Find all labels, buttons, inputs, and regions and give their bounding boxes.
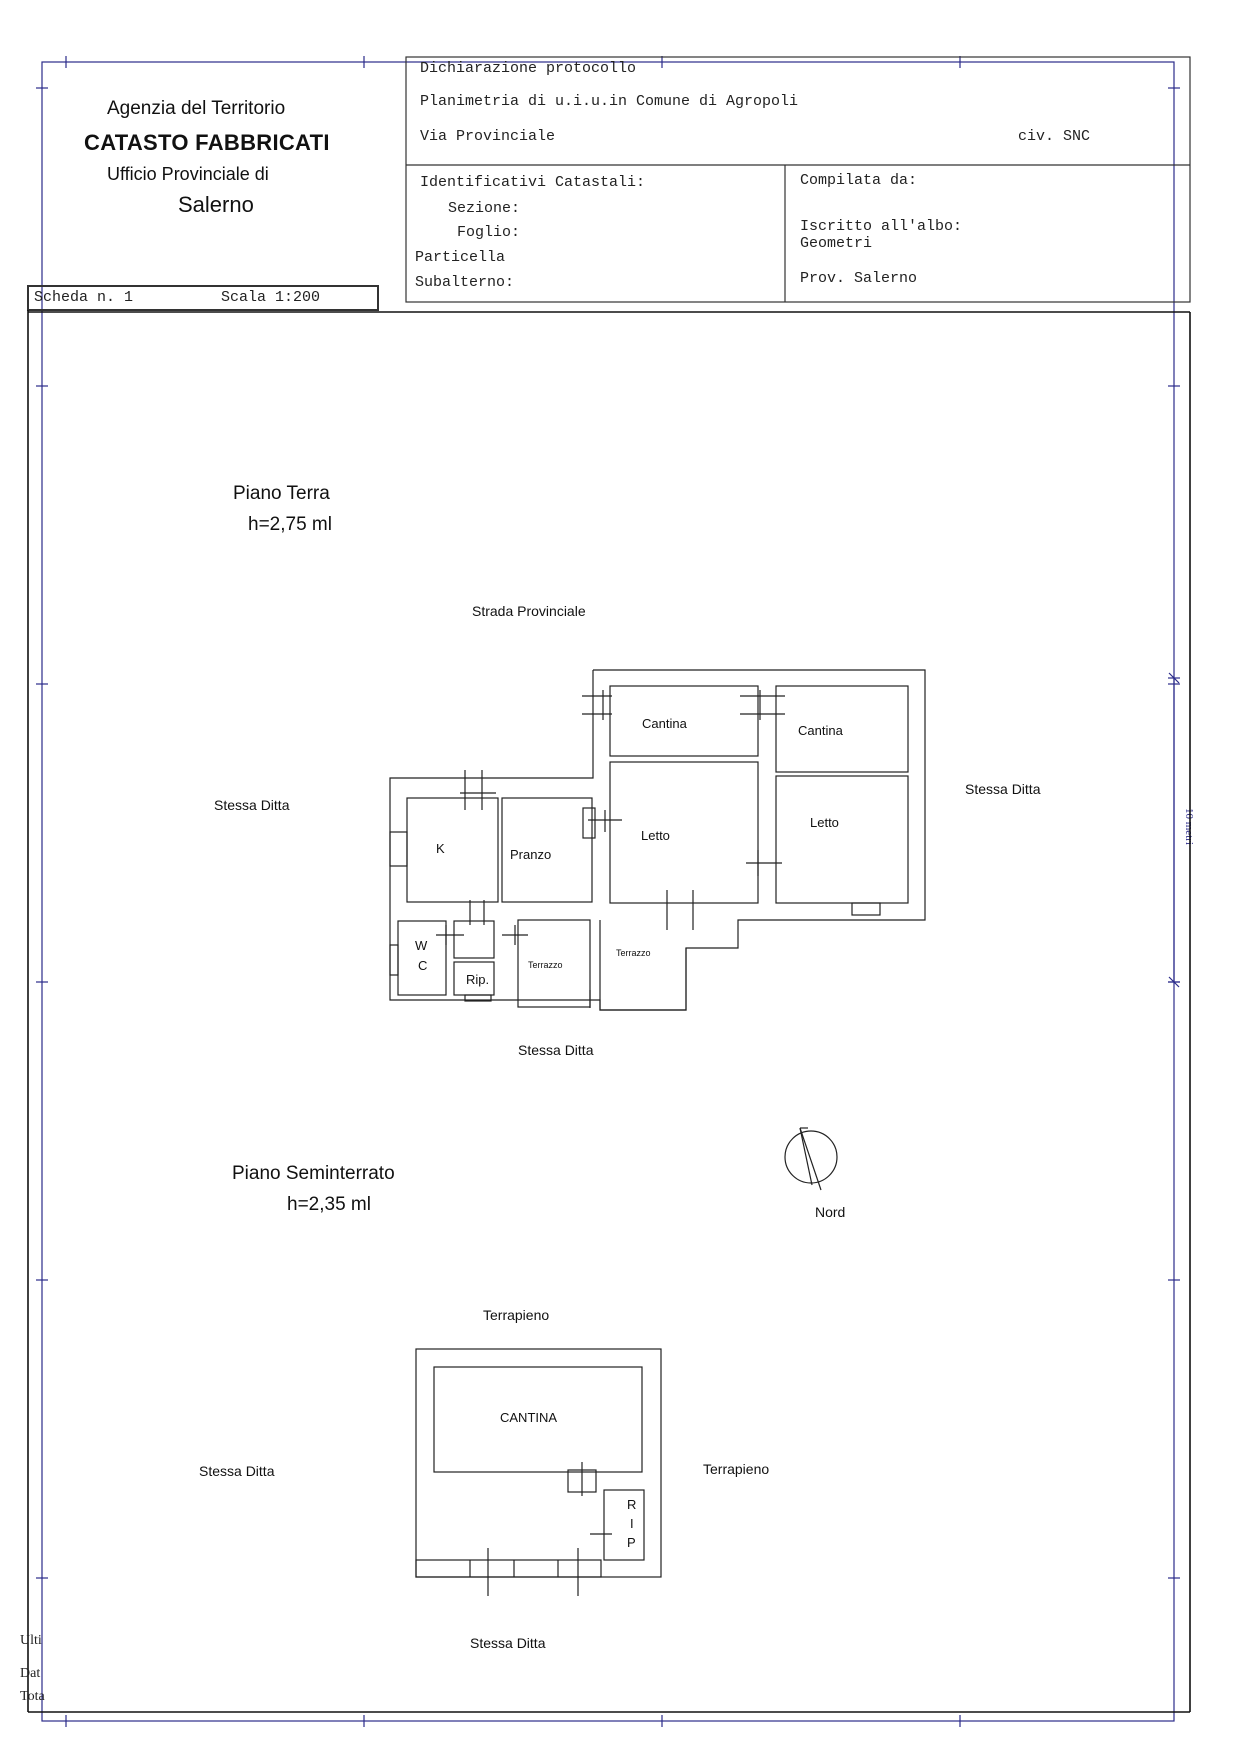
basement-height: h=2,35 ml — [287, 1194, 371, 1215]
ufficio-label: Ufficio Provinciale di — [107, 164, 269, 184]
particella-label: Particella — [415, 249, 506, 266]
foglio-label: Foglio: — [457, 224, 521, 241]
room-rip: Rip. — [466, 972, 490, 987]
room-k: K — [436, 841, 445, 856]
scheda-label: Scheda n. 1 — [34, 289, 134, 306]
via-label: Via Provinciale — [420, 128, 556, 145]
scale-bar-label: 10 metri — [1183, 808, 1195, 845]
identificativi-label: Identificativi Catastali: — [420, 174, 646, 191]
civico-label: civ. SNC — [1018, 128, 1091, 145]
room-letto-2: Letto — [810, 815, 839, 830]
albo-value: Geometri — [800, 235, 873, 252]
scala-label: Scala 1:200 — [221, 289, 321, 306]
basement-right-label: Terrapieno — [703, 1461, 770, 1477]
north-label: Nord — [815, 1204, 846, 1220]
scale-bar — [1168, 673, 1180, 987]
footer-ult: Ulti — [20, 1633, 42, 1648]
basement-bottom-label: Stessa Ditta — [470, 1635, 546, 1651]
room-letto-1: Letto — [641, 828, 670, 843]
office-city: Salerno — [178, 192, 254, 217]
room-rip-i: I — [630, 1516, 634, 1531]
ground-left-label: Stessa Ditta — [214, 797, 290, 813]
ground-right-label: Stessa Ditta — [965, 781, 1041, 797]
catasto-title: CATASTO FABBRICATI — [84, 130, 330, 155]
room-rip-p: P — [627, 1535, 636, 1550]
ground-floor-height: h=2,75 ml — [248, 514, 332, 535]
room-wc-w: W — [415, 938, 428, 953]
planimetria-label: Planimetria di u.i.u.in Comune di Agropoli — [420, 93, 799, 110]
north-arrow — [785, 1128, 837, 1190]
basement-plan — [416, 1349, 661, 1596]
dichiarazione-label: Dichiarazione protocollo — [420, 60, 637, 77]
room-cantina-1: Cantina — [642, 716, 687, 731]
ground-floor-title: Piano Terra — [233, 483, 330, 504]
street-label: Strada Provinciale — [472, 603, 586, 619]
subalterno-label: Subalterno: — [415, 274, 515, 291]
sezione-label: Sezione: — [448, 200, 521, 217]
room-terrazzo-1: Terrazzo — [528, 960, 563, 970]
ground-bottom-label: Stessa Ditta — [518, 1042, 594, 1058]
compilata-label: Compilata da: — [800, 172, 918, 189]
basement-top-label: Terrapieno — [483, 1307, 550, 1323]
footer-tot: Tota — [20, 1689, 45, 1704]
room-cantina-basement: CANTINA — [500, 1410, 558, 1425]
room-wc-c: C — [418, 958, 428, 973]
basement-left-label: Stessa Ditta — [199, 1463, 275, 1479]
drawing-frame — [28, 310, 1190, 1712]
provincia-label: Prov. Salerno — [800, 270, 918, 287]
footer-dat: Dat — [20, 1666, 41, 1681]
room-cantina-2: Cantina — [798, 723, 843, 738]
room-terrazzo-2: Terrazzo — [616, 948, 651, 958]
iscritto-label: Iscritto all'albo: — [800, 218, 963, 235]
agency-name: Agenzia del Territorio — [107, 98, 286, 119]
basement-title: Piano Seminterrato — [232, 1163, 395, 1184]
room-rip-r: R — [627, 1497, 637, 1512]
room-pranzo: Pranzo — [510, 847, 552, 862]
